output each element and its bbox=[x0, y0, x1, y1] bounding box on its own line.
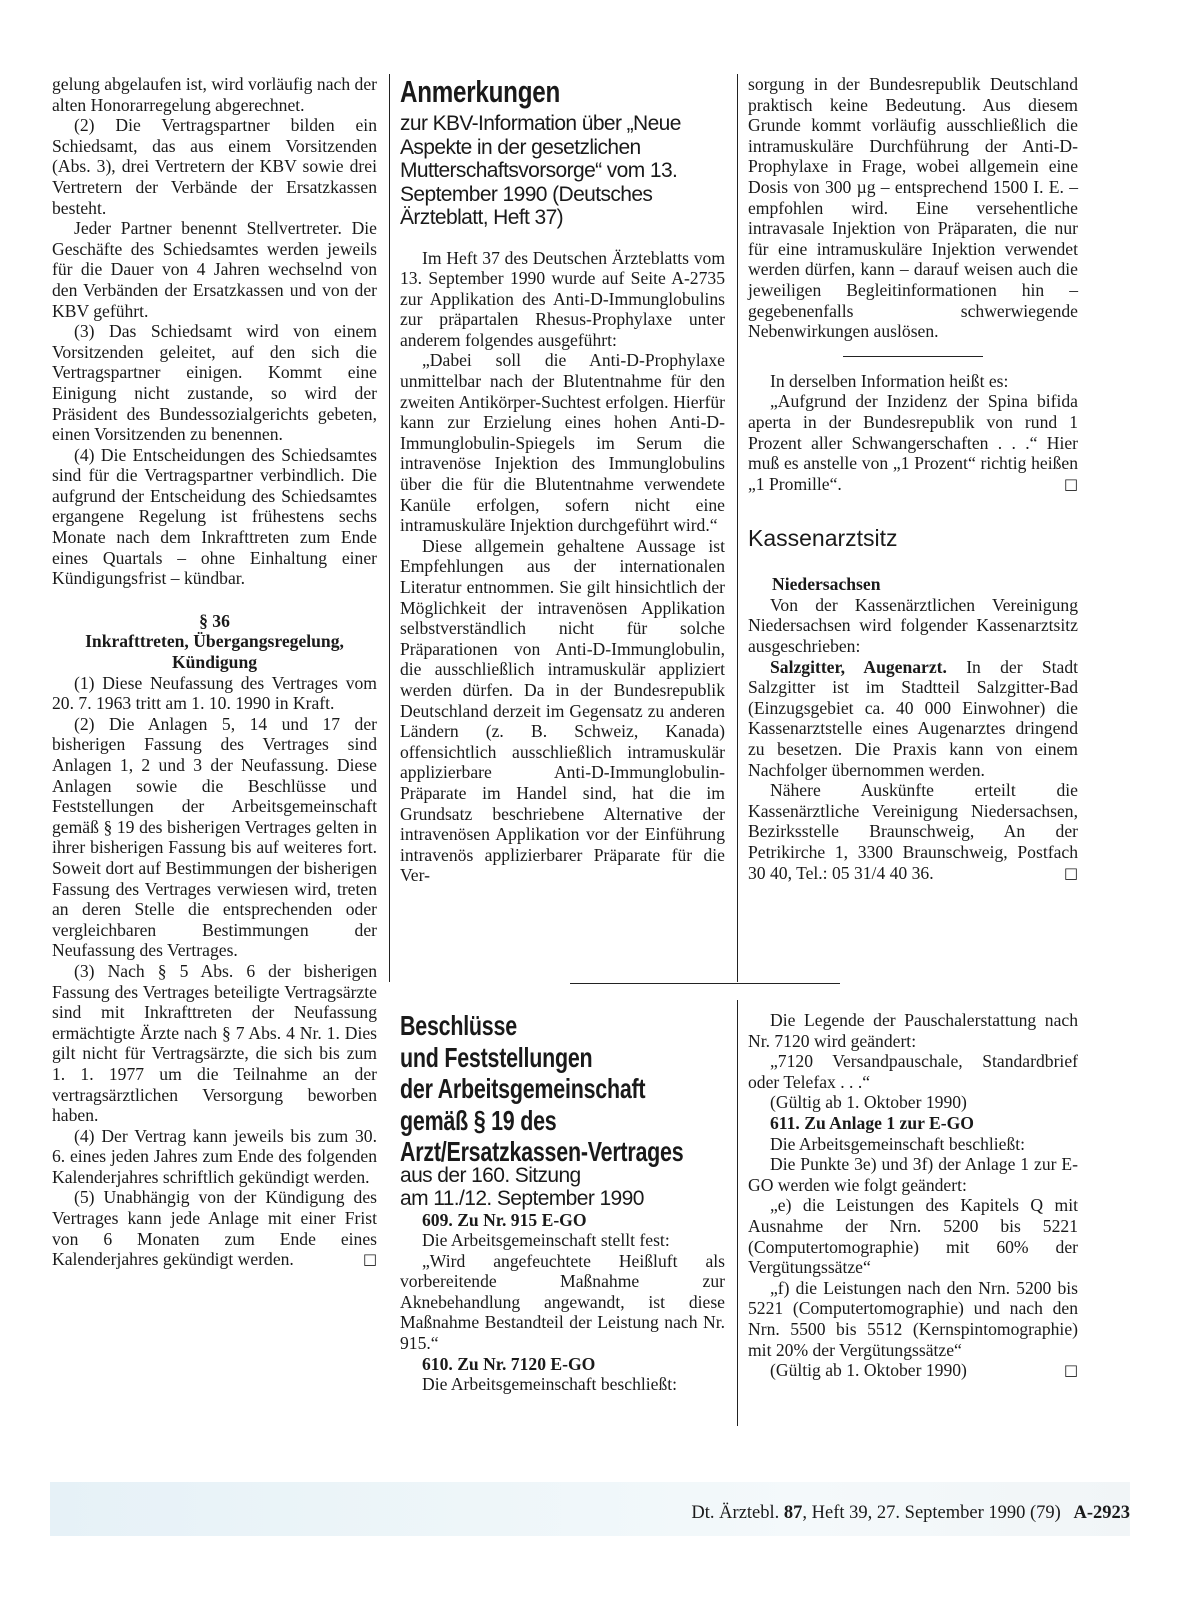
paragraph: „7120 Versandpauschale, Standardbrief oder Telefax . . .“ bbox=[748, 1051, 1078, 1092]
journal-volume: 87 bbox=[783, 1503, 803, 1523]
article-subtitle bbox=[400, 1164, 725, 1210]
page-number: A-2923 bbox=[1073, 1503, 1130, 1523]
paragraph: (Gültig ab 1. Oktober 1990) bbox=[770, 1092, 967, 1113]
paragraph: sorgung in der Bundesrepublik Deutschland praktisch keine Bedeutung. Aus diesem Grunde kommt vorläufig ausschließlich die intramuskuläre Durchführung der Anti-D-Prophylaxe in Frage, wobei allgemein eine Dosis von 300 µg – entsprechend 1500 I. E. – empfohlen wird. Eine versehentliche intravasale Injektion von Präparaten, die nur für eine intramuskuläre Injektion verwendet werden dürfen, kann – darauf weisen auch die jeweiligen Begleitinformationen hin – gegebenenfalls schwerwiegende Nebenwirkungen auslösen. bbox=[748, 74, 1078, 342]
separator bbox=[843, 356, 983, 357]
paragraph bbox=[748, 780, 1078, 883]
end-mark: □ bbox=[1063, 474, 1078, 493]
paragraph: „e) die Leistungen des Kapitels Q mit Ausnahme der Nrn. 5200 bis 5221 (Computertomographie) mit 60% der Vergütungssätze“ bbox=[748, 1195, 1078, 1278]
paragraph: Die Legende der Pauschalerstattung nach Nr. 7120 wird geändert: bbox=[748, 1010, 1078, 1051]
paragraph-text: In der Stadt Salzgitter ist im Stadtteil Salzgitter-Bad (Einzugsgebiet ca. 40 000 Einwohner) die Kassenarztstelle eines Augenarztes dringend zu besetzen. Die Praxis kann von einem Nachfolger übernommen werden. bbox=[748, 656, 1078, 780]
issue-date: , Heft 39, 27. September 1990 (79) bbox=[802, 1503, 1061, 1523]
article-subtitle: zur KBV-Information über „Neue Aspekte in der gesetzlichen Mutterschaftsvorsorge“ vom 13. September 1990 (Deutsches Ärzteblatt, Heft 37) bbox=[400, 112, 681, 229]
title-line: der Arbeitsgemeinschaft bbox=[400, 1073, 646, 1104]
paragraph: Die Punkte 3e) und 3f) der Anlage 1 zur E-GO werden wie folgt geändert: bbox=[748, 1154, 1078, 1195]
paragraph bbox=[748, 391, 1078, 494]
paragraph: Diese allgemein gehaltene Aussage ist Empfehlungen aus der internationalen Literatur entnommen. Sie gilt hinsichtlich der Möglichkeit der intravenösen Applikation selbstverständlich nicht für solche Präparationen von Anti-D-Immunglobulin, die ausschließlich intramuskulär appliziert werden dürfen. Da in der Bundesrepublik Deutschland derzeit im Gegensatz zu anderen Ländern (z. B. Schweiz, Kanada) offensichtlich ausschließlich intramuskulär applizierbare Anti-D-Immunglobulin-Präparate im Handel sind, hat die im Grundsatz beschriebene Alternative der intravenösen Applikation vor der Einführung intravenös applizierbarer Präparate für die Ver- bbox=[400, 535, 725, 886]
paragraph: gelung abgelaufen ist, wird vorläufig nach der alten Honorarregelung abgerechnet. bbox=[52, 74, 377, 115]
item-heading: 610. Zu Nr. 7120 E-GO bbox=[422, 1353, 596, 1374]
section-number: § 36 bbox=[199, 610, 230, 631]
paragraph: Die Arbeitsgemeinschaft beschließt: bbox=[422, 1374, 678, 1395]
paragraph: (3) Das Schiedsamt wird von einem Vorsitzenden geleitet, auf den sich die Vertragspartner einigen. Kommt eine Einigung nicht zustande, so wird der Präsident des Bundessozialgerichts gebeten, einen Vorsitzenden zu benennen. bbox=[52, 321, 377, 445]
article-title bbox=[400, 1010, 684, 1168]
article-anmerkungen bbox=[400, 74, 725, 886]
paragraph bbox=[748, 1360, 1078, 1381]
article-kassenarztsitz-title: Kassenarztsitz bbox=[748, 525, 898, 552]
paragraph: Jeder Partner benennt Stellvertreter. Die Geschäfte des Schiedsamtes werden jeweils für die Dauer von 4 Jahren wechselnd von den Verbänden der Ersatzkassen und von der KBV geführt. bbox=[52, 218, 377, 321]
page-footer bbox=[560, 1503, 1130, 1524]
paragraph: „f) die Leistungen nach den Nrn. 5200 bis 5221 (Computertomographie) und nach den Nrn. 5500 bis 5512 (Kernspintomographie) mit 20% der Vergütungssätze“ bbox=[748, 1277, 1078, 1360]
end-mark: □ bbox=[362, 1250, 377, 1269]
region-heading: Niedersachsen bbox=[772, 574, 881, 595]
subtitle-line: am 11./12. September 1990 bbox=[400, 1186, 644, 1210]
paragraph: (2) Die Anlagen 5, 14 und 17 der bisherigen Fassung des Vertrages sind Anlagen 1, 2 und 3 der Neufassung. Diese Anlagen sowie die Beschlüsse und Feststellungen der Arbeitsgemeinschaft gemäß § 19 des bisherigen Vertrages gelten in ihrer bisherigen Fassung bis auf weiteres fort. Soweit dort auf Bestimmungen der bisherigen Fassung des Vertrages verwiesen wird, treten an deren Stelle die entsprechenden oder vergleichbaren Bestimmungen der Neufassung des Vertrages. bbox=[52, 713, 377, 961]
section-title: Inkrafttreten, Übergangsregelung, Kündigung bbox=[85, 631, 344, 673]
paragraph-text: Nähere Auskünfte erteilt die Kassenärztliche Vereinigung Niedersachsen, Bezirksstelle Braunschweig, An der Petrikirche 1, 3300 Braunschweig, Postfach 30 40, Tel.: 05 31/4 40 36. bbox=[748, 780, 1078, 883]
paragraph: Im Heft 37 des Deutschen Ärzteblatts vom 13. September 1990 wurde auf Seite A-2735 zur Applikation des Anti-D-Immunglobulins zur präpartalen Rhesus-Prophylaxe unter anderem folgendes ausgeführt: bbox=[400, 247, 725, 350]
title-line: und Feststellungen bbox=[400, 1041, 593, 1073]
article-title: Anmerkungen bbox=[400, 74, 560, 109]
paragraph: Die Arbeitsgemeinschaft stellt fest: bbox=[422, 1230, 670, 1251]
column-rule bbox=[737, 1000, 738, 1426]
item-heading: 609. Zu Nr. 915 E-GO bbox=[422, 1209, 587, 1230]
paragraph: Von der Kassenärztlichen Vereinigung Niedersachsen wird folgender Kassenarztsitz ausgeschrieben: bbox=[748, 594, 1078, 657]
paragraph: (1) Diese Neufassung des Vertrages vom 20. 7. 1963 tritt am 1. 10. 1990 in Kraft. bbox=[52, 672, 377, 714]
journal-name: Dt. Ärztebl. bbox=[691, 1503, 780, 1523]
lead-in: Salzgitter, Augenarzt. bbox=[770, 656, 947, 677]
paragraph: In derselben Information heißt es: bbox=[770, 370, 1009, 391]
column-rule bbox=[389, 74, 390, 982]
subtitle-line: aus der 160. Sitzung bbox=[400, 1163, 581, 1187]
end-mark: □ bbox=[1063, 1361, 1078, 1380]
title-line: Beschlüsse bbox=[400, 1010, 517, 1041]
title-line: Arzt/Ersatzkassen-Vertrages bbox=[400, 1136, 684, 1167]
item-heading: 611. Zu Anlage 1 zur E-GO bbox=[770, 1112, 974, 1133]
paragraph-text: (5) Unabhängig von der Kündigung des Vertrages kann jede Anlage mit einer Frist von 6 Monaten zum Ende eines Kalenderjahres gekündigt werden. bbox=[52, 1187, 377, 1270]
column-left bbox=[52, 74, 377, 1270]
column-rule bbox=[737, 74, 738, 982]
article-beschluesse bbox=[400, 1010, 725, 1395]
paragraph-text: (Gültig ab 1. Oktober 1990) bbox=[770, 1360, 967, 1381]
section-separator bbox=[570, 983, 840, 984]
title-line: gemäß § 19 des bbox=[400, 1104, 557, 1136]
paragraph bbox=[748, 657, 1078, 781]
paragraph: „Wird angefeuchtete Heißluft als vorbereitende Maßnahme zur Aknebehandlung angewandt, ist diese Maßnahme Bestandteil der Leistung nach Nr. 915.“ bbox=[400, 1250, 725, 1354]
paragraph bbox=[52, 1187, 377, 1269]
paragraph: „Dabei soll die Anti-D-Prophylaxe unmittelbar nach der Blutentnahme für den zweiten Antikörper-Suchtest erfolgen. Hierfür kann zur Erzielung eines hohen Anti-D-Immunglobulin-Spiegels im Serum die intravenöse Injektion des Immunglobulins über die für die Blutentnahme verwendete Kanüle erfolgen, sofern nicht eine intramuskuläre Injektion durchgeführt wird.“ bbox=[400, 350, 725, 536]
column-right-top bbox=[748, 74, 1078, 883]
paragraph: (2) Die Vertragspartner bilden ein Schiedsamt, das aus einem Vorsitzenden (Abs. 3), drei Vertretern der KBV sowie drei Vertretern der Verbände der Ersatzkassen besteht. bbox=[52, 115, 377, 218]
end-mark: □ bbox=[1063, 863, 1078, 882]
paragraph: (4) Die Entscheidungen des Schiedsamtes sind für die Vertragspartner verbindlich. Die aufgrund der Entscheidung des Schiedsamtes ergangene Regelung ist frühestens sechs Monate nach dem Inkrafttreten zum Ende eines Quartals – ohne Einhaltung einer Kündigungsfrist – kündbar. bbox=[52, 444, 377, 589]
paragraph: (3) Nach § 5 Abs. 6 der bisherigen Fassung des Vertrages beteiligte Vertragsärzte sind mit Inkrafttreten der Neufassung ermächtigte Ärzte nach § 7 Abs. 4 Nr. 1. Dies gilt nicht für Vertragsärzte, die sich bis zum 1. 1. 1977 um die Teilnahme an der vertragsärztlichen Versorgung beworben haben. bbox=[52, 960, 377, 1126]
paragraph: (4) Der Vertrag kann jeweils bis zum 30. 6. eines jeden Jahres zum Ende des folgenden Kalenderjahres schriftlich gekündigt werden. bbox=[52, 1125, 377, 1187]
paragraph: Die Arbeitsgemeinschaft beschließt: bbox=[770, 1133, 1026, 1154]
column-right-bottom bbox=[748, 1010, 1078, 1381]
paragraph-text: „Aufgrund der Inzidenz der Spina bifida aperta in der Bundesrepublik von rund 1 Prozent aller Schwangerschaften . . .“ Hier muß es anstelle von „1 Prozent“ richtig heißen „1 Promille“. bbox=[748, 391, 1078, 494]
